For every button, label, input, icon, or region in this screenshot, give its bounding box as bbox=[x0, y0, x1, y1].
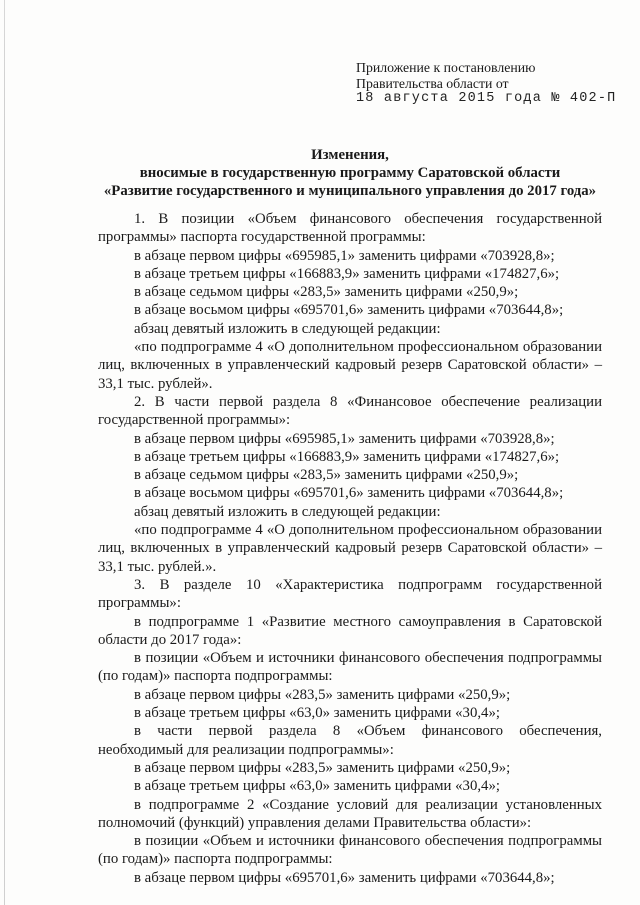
header-date-stamp: 18 августа 2015 года № 402-П bbox=[356, 91, 617, 106]
paragraph: в подпрограмме 1 «Развитие местного самоуправления в Саратовской области до 2017 года»: bbox=[98, 613, 602, 648]
document-title bbox=[90, 146, 610, 200]
paragraph: в абзаце первом цифры «283,5» заменить цифрами «250,9»; bbox=[134, 686, 511, 703]
paragraph: в абзаце седьмом цифры «283,5» заменить цифрами «250,9»; bbox=[134, 284, 519, 301]
page-edge bbox=[4, 0, 5, 905]
paragraph: 2. В части первой раздела 8 «Финансовое обеспечение реализации государственной программы»: bbox=[98, 393, 602, 429]
paragraph: в абзаце восьмом цифры «695701,6» заменить цифрами «703644,8»; bbox=[134, 302, 564, 319]
paragraph: в позиции «Объем и источники финансового обеспечения подпрограммы (по годам)» паспорта подпрограммы: bbox=[98, 650, 602, 685]
paragraph: в абзаце восьмом цифры «695701,6» заменить цифрами «703644,8»; bbox=[134, 485, 564, 502]
paragraph: в абзаце первом цифры «695985,1» заменить цифрами «703928,8»; bbox=[134, 430, 555, 447]
title-line-3: «Развитие государственного и муниципального управления до 2017 года» bbox=[103, 183, 597, 199]
paragraph: в части первой раздела 8 «Объем финансового обеспечения, необходимый для реализации подпрограммы»: bbox=[98, 723, 602, 758]
paragraph: 3. В разделе 10 «Характеристика подпрограмм государственной программы»: bbox=[98, 576, 602, 612]
paragraph: абзац девятый изложить в следующей редакции: bbox=[134, 320, 441, 337]
paragraph: «по подпрограмме 4 «О дополнительном профессиональном образовании лиц, включенных в управленческий кадровый резерв Саратовской области» – 33,1 тыс. рублей.». bbox=[98, 522, 602, 575]
paragraph: в абзаце третьем цифры «63,0» заменить цифрами «30,4»; bbox=[134, 705, 500, 722]
paragraph: в абзаце первом цифры «695701,6» заменить цифрами «703644,8»; bbox=[134, 869, 555, 886]
paragraph: в абзаце третьем цифры «166883,9» заменить цифрами «174827,6»; bbox=[134, 448, 560, 465]
paragraph: в абзаце седьмом цифры «283,5» заменить цифрами «250,9»; bbox=[134, 467, 519, 484]
appendix-header bbox=[356, 60, 616, 107]
paragraph: в абзаце первом цифры «695985,1» заменить цифрами «703928,8»; bbox=[134, 247, 555, 264]
paragraph: в позиции «Объем и источники финансового обеспечения подпрограммы (по годам)» паспорта подпрограммы: bbox=[98, 833, 602, 868]
header-line-1: Приложение к постановлению bbox=[356, 60, 536, 75]
paragraph: в абзаце первом цифры «283,5» заменить цифрами «250,9»; bbox=[134, 759, 511, 776]
paragraph: в абзаце третьем цифры «166883,9» заменить цифрами «174827,6»; bbox=[134, 265, 560, 282]
paragraph: «по подпрограмме 4 «О дополнительном профессиональном образовании лиц, включенных в управленческий кадровый резерв Саратовской области» – 33,1 тыс. рублей». bbox=[98, 339, 602, 392]
title-line-2: вносимые в государственную программу Саратовской области bbox=[139, 165, 561, 181]
paragraph: абзац девятый изложить в следующей редакции: bbox=[134, 503, 441, 520]
paragraph: в подпрограмме 2 «Создание условий для реализации установленных полномочий (функций) управления делами Правительства области»: bbox=[98, 796, 602, 831]
title-line-1: Изменения, bbox=[311, 147, 389, 163]
paragraph: в абзаце третьем цифры «63,0» заменить цифрами «30,4»; bbox=[134, 778, 500, 795]
document-body bbox=[98, 210, 602, 887]
paragraph: 1. В позиции «Объем финансового обеспечения государственной программы» паспорта государственной программы: bbox=[98, 211, 602, 246]
header-line-2: Правительства области от bbox=[356, 75, 509, 91]
